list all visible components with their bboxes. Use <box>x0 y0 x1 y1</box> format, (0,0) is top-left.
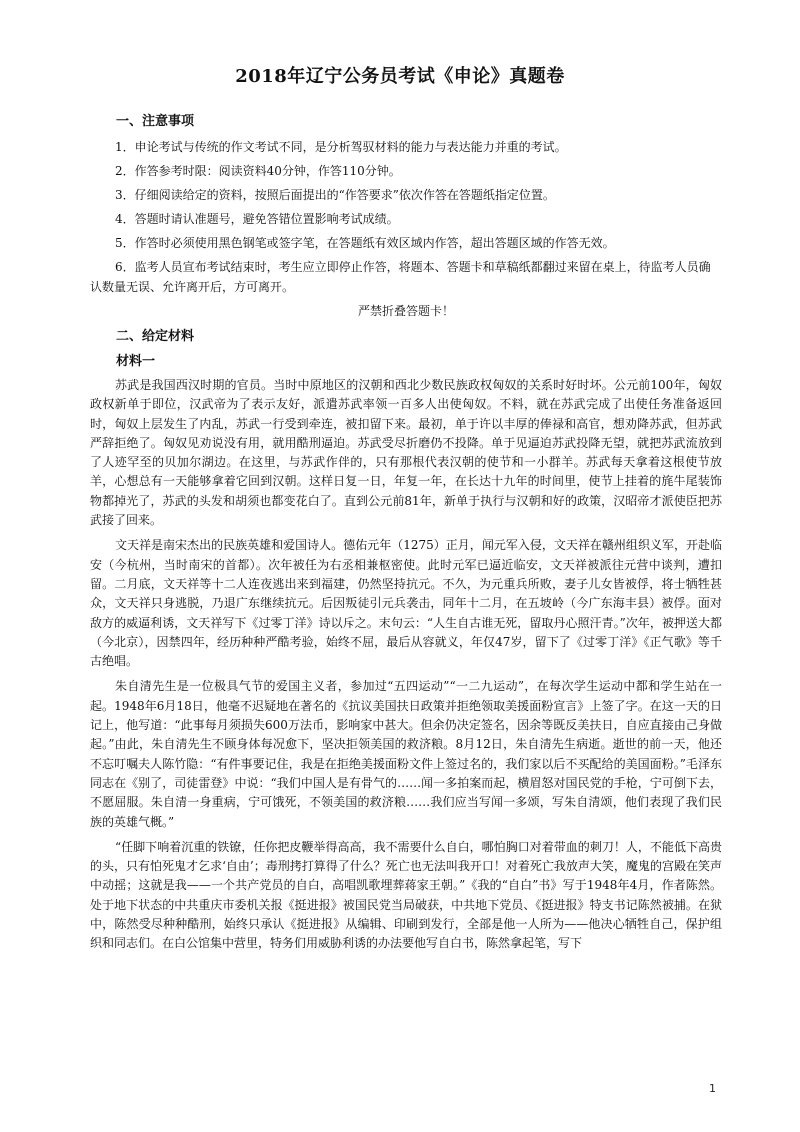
section-heading-materials: 二、给定材料 <box>116 329 195 344</box>
note-item: 6．监考人员宣布考试结束时，考生应立即停止作答，将题本、答题卡和草稿纸都翻过来留在桌上，待监考人员确认数量无误、允许离开后，方可离开。 <box>90 260 711 294</box>
note-item: 1．申论考试与传统的作文考试不同，是分析驾驭材料的能力与表达能力并重的考试。 <box>115 140 567 154</box>
material-paragraph: 文天祥是南宋杰出的民族英雄和爱国诗人。德佑元年（1275）正月，闻元军入侵，文天祥在赣州组织义军，开赴临安（今杭州，当时南宋的首都）。次年被任为右丞相兼枢密使。此时元军已逼近临安，文天祥被派往元营中谈判，遭扣留。二月底，文天祥等十二人连夜逃出来到福建，仍然坚持抗元。不久，为元重兵所败，妻子儿女皆被俘，将士牺牲甚众，文天祥只身逃脱，乃退广东继续抗元。后因叛徒引元兵袭击，同年十二月，在五坡岭（今广东海丰县）被俘。面对敌方的威逼利诱，文天祥写下《过零丁洋》诗以斥之。末句云：“人生自古谁无死，留取丹心照汗青。”次年，被押送大都（今北京），因禁四年，经历种种严酷考验，始终不屈，最后从容就义，年仅47岁，留下了《过零丁洋》《正气歌》等千古绝唱。 <box>90 538 722 669</box>
page-number: 1 <box>709 1082 716 1095</box>
document-content <box>90 112 722 960</box>
document-title: 2018年辽宁公务员考试《申论》真题卷 <box>235 66 565 87</box>
warning-text: 严禁折叠答题卡！ <box>357 304 454 318</box>
note-item: 2．作答参考时限：阅读资料40分钟，作答110分钟。 <box>115 164 401 178</box>
material-heading: 材料一 <box>116 354 156 369</box>
section-heading-notes: 一、注意事项 <box>116 114 195 129</box>
material-paragraph: “任脚下响着沉重的铁镣，任你把皮鞭举得高高，我不需要什么自白，哪怕胸口对着带血的刺刀！人，不能低下高贵的头，只有怕死鬼才乞求‘自由’；毒刑拷打算得了什么？死亡也无法叫我开口！对着死亡我放声大笑，魔鬼的宫殿在笑声中动摇；这就是我——一个共产党员的自白，高唱凯歌埋葬蒋家王朝。”《我的“自白”书》写于1948年4月，作者陈然。处于地下状态的中共重庆市委机关报《挺进报》被国民党当局破获，中共地下党员、《挺进报》特支书记陈然被捕。在狱中，陈然受尽种种酷刑，始终只承认《挺进报》从编辑、印刷到发行，全部是他一人所为——他决心牺牲自己，保护组织和同志们。在白公馆集中营里，特务们用威胁利诱的办法要他写自白书，陈然拿起笔，写下 <box>90 839 722 951</box>
note-item: 3．仔细阅读给定的资料，按照后面提出的“作答要求”依次作答在答题纸指定位置。 <box>115 188 555 202</box>
note-item: 4．答题时请认准题号，避免答错位置影响考试成绩。 <box>115 212 399 226</box>
material-paragraph: 苏武是我国西汉时期的官员。当时中原地区的汉朝和西北少数民族政权匈奴的关系时好时坏。公元前100年，匈奴政权新单于即位，汉武帝为了表示友好，派遣苏武率领一百多人出使匈奴。不料，就在苏武完成了出使任务准备返回时，匈奴上层发生了内乱，苏武一行受到牵连，被扣留下来。最初，单于许以丰厚的俸禄和高官，想劝降苏武，但苏武严辞拒绝了。匈奴见劝说没有用，就用酷刑逼迫。苏武受尽折磨仍不投降。单于见逼迫苏武投降无望，就把苏武流放到了人迹罕至的贝加尔湖边。在这里，与苏武作伴的，只有那根代表汉朝的使节和一小群羊。苏武每天拿着这根使节放羊，心想总有一天能够拿着它回到汉朝。这样日复一日，年复一年，在长达十九年的时间里，使节上挂着的旄牛尾装饰物都掉光了，苏武的头发和胡须也都变花白了。直到公元前81年，新单于执行与汉朝和好的政策，汉昭帝才派使臣把苏武接了回来。 <box>90 378 722 528</box>
material-paragraph: 朱自清先生是一位极具气节的爱国主义者，参加过“五四运动”“一二九运动”，在每次学生运动中都和学生站在一起。1948年6月18日，他毫不迟疑地在著名的《抗议美国扶日政策并拒绝领取美援面粉宣言》上签了字。在这一天的日记上，他写道：“此事每月须损失600万法币，影响家中甚大。但余仍决定签名，因余等既反美扶日，自应直接由己身做起。”由此，朱自清先生不顾身体每况愈下，坚决拒领美国的救济粮。8月12日，朱自清先生病逝。逝世的前一天，他还不忘叮嘱夫人陈竹隐：“有件事要记住，我是在拒绝美援面粉文件上签过名的，我们家以后不买配给的美国面粉。”毛泽东同志在《别了，司徒雷登》中说：“我们中国人是有骨气的……闻一多拍案而起，横眉怒对国民党的手枪，宁可倒下去，不愿屈服。朱自清一身重病，宁可饿死，不领美国的救济粮……我们应当写闻一多颂，写朱自清颂，他们表现了我们民族的英雄气概。” <box>90 679 722 829</box>
note-item: 5．作答时必须使用黑色钢笔或签字笔，在答题纸有效区域内作答，超出答题区域的作答无效。 <box>115 236 615 250</box>
